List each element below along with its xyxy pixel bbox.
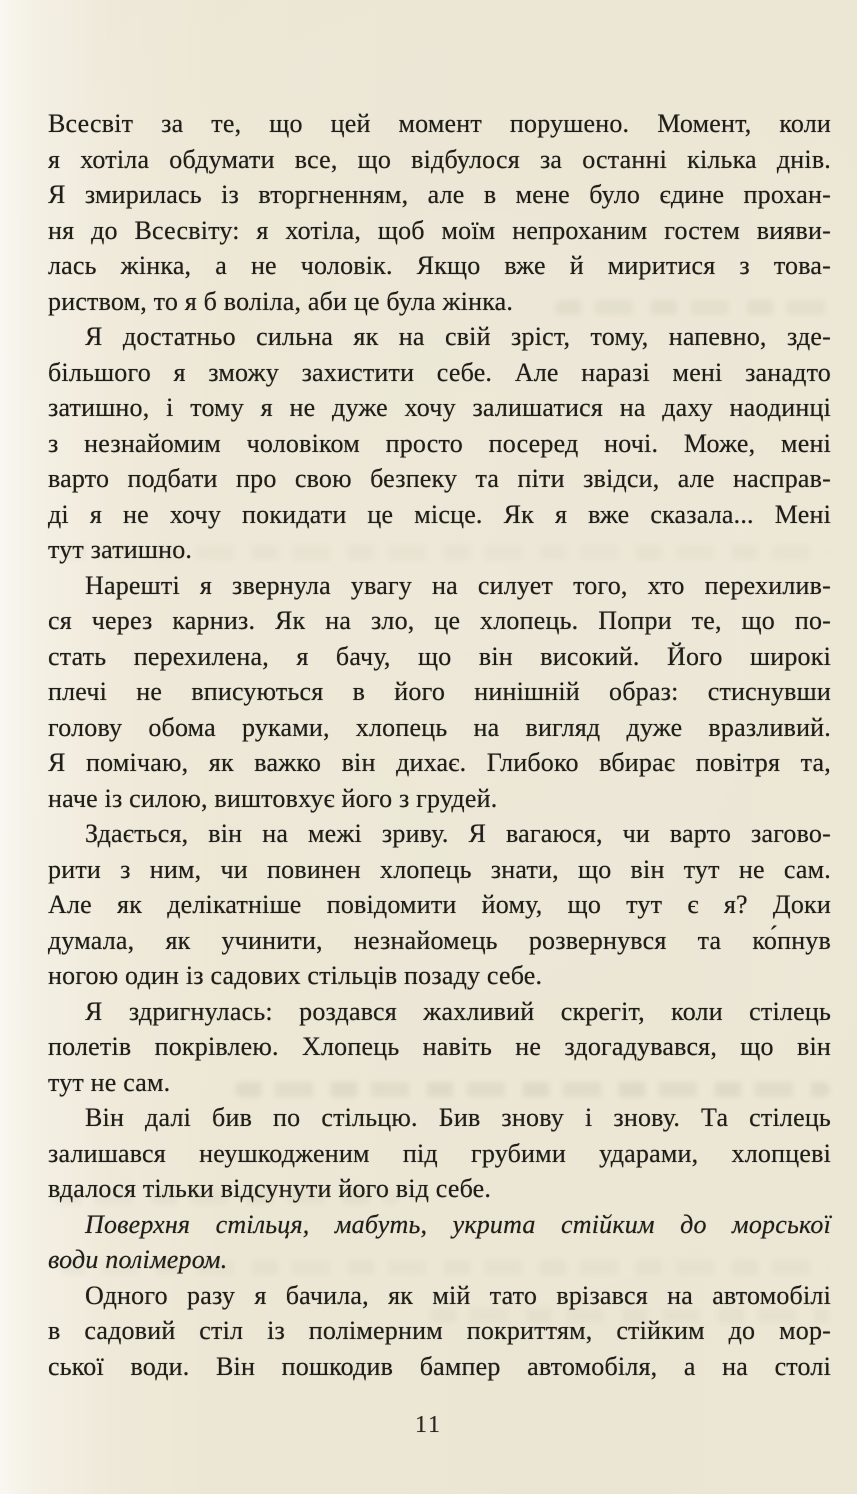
text-line: рити з ним, чи повинен хлопець знати, що він тут не сам. xyxy=(48,854,831,884)
text-line: Нарешті я звернула увагу на силует того, хто перехилив- xyxy=(85,570,831,600)
text-block xyxy=(48,106,831,1384)
text-line: наче із силою, виштовхує його з грудей. xyxy=(48,783,498,813)
paragraph xyxy=(48,1100,831,1207)
text-line: Він далі бив по стільцю. Бив знову і знову. Та стілець xyxy=(85,1103,831,1132)
page-footer xyxy=(0,1412,857,1439)
text-line: Я помічаю, як важко він дихає. Глибоко вбирає повітря та, xyxy=(48,748,831,777)
paragraph xyxy=(48,319,831,568)
text-line: думала, як учинити, незнайомець розвернувся та ко́пнув xyxy=(48,925,831,955)
text-line: залишався неушкодженим під грубими ударами, хлопцеві xyxy=(48,1138,831,1168)
text-line: вдалося тільки відсунути його від себе. xyxy=(48,1174,492,1203)
text-line: варто подбати про свою безпеку та піти звідси, але насправ- xyxy=(48,464,831,493)
text-line: лась жінка, а не чоловік. Якщо вже й миритися з това- xyxy=(48,251,831,280)
text-line: ногою один із садових стільців позаду себе. xyxy=(48,961,543,990)
text-line: плечі не вписуються в його нинішній образ: стиснувши xyxy=(48,677,831,706)
text-line: ня до Всесвіту: я хотіла, щоб моїм непроханим гостем вияви- xyxy=(48,215,831,245)
text-line: я хотіла обдумати все, що відбулося за останні кілька днів. xyxy=(48,144,831,174)
paragraph xyxy=(48,568,831,817)
text-line: Я здригнулась: роздався жахливий скрегіт, коли стілець xyxy=(85,996,831,1026)
text-line: Одного разу я бачила, як мій тато врізався на автомобілі xyxy=(85,1280,831,1310)
text-line: ської води. Він пошкодив бампер автомобіля, а на столі xyxy=(48,1351,831,1381)
paragraph xyxy=(48,994,831,1101)
text-line: Здається, він на межі зриву. Я вагаюся, чи варто загово- xyxy=(85,819,831,848)
text-line: з незнайомим чоловіком просто посеред ночі. Може, мені xyxy=(48,428,831,458)
paragraph xyxy=(48,1278,831,1385)
text-line: ді я не хочу покидати це місце. Як я вже сказала... Мені xyxy=(48,499,831,529)
paragraph xyxy=(48,816,831,994)
paragraph xyxy=(48,106,831,319)
text-line: більшого я зможу захистити себе. Але наразі мені занадто xyxy=(48,357,831,387)
paragraph xyxy=(48,1207,831,1278)
text-line: тут затишно. xyxy=(48,535,193,564)
text-line: в садовий стіл із полімерним покриттям, стійким до мор- xyxy=(48,1316,831,1345)
text-line: голову обома руками, хлопець на вигляд дуже вразливий. xyxy=(48,712,831,742)
text-line: Я змирилась із вторгненням, але в мене було єдине прохан- xyxy=(48,180,831,209)
text-line: полетів покрівлею. Хлопець навіть не здогадувався, що він xyxy=(48,1032,831,1061)
text-line: затишно, і тому я не дуже хочу залишатися на даху наодинці xyxy=(48,393,831,422)
text-line: риством, то я б воліла, аби це була жінка. xyxy=(48,286,514,316)
text-line: Поверхня стільця, мабуть, укрита стійким до морської xyxy=(85,1209,831,1239)
text-line: стать перехилена, я бачу, що він високий. Його широкі xyxy=(48,641,831,671)
text-line: Всесвіт за те, що цей момент порушено. Момент, коли xyxy=(48,109,831,138)
text-line: тут не сам. xyxy=(48,1067,171,1097)
text-line: Але як делікатніше повідомити йому, що тут є я? Доки xyxy=(48,890,831,919)
page-number: 11 xyxy=(414,1412,443,1438)
text-line: ся через карниз. Як на зло, це хлопець. Попри те, що по- xyxy=(48,606,831,635)
text-line: води полімером. xyxy=(48,1245,228,1274)
text-line: Я достатньо сильна як на свій зріст, тому, напевно, зде- xyxy=(85,322,831,351)
